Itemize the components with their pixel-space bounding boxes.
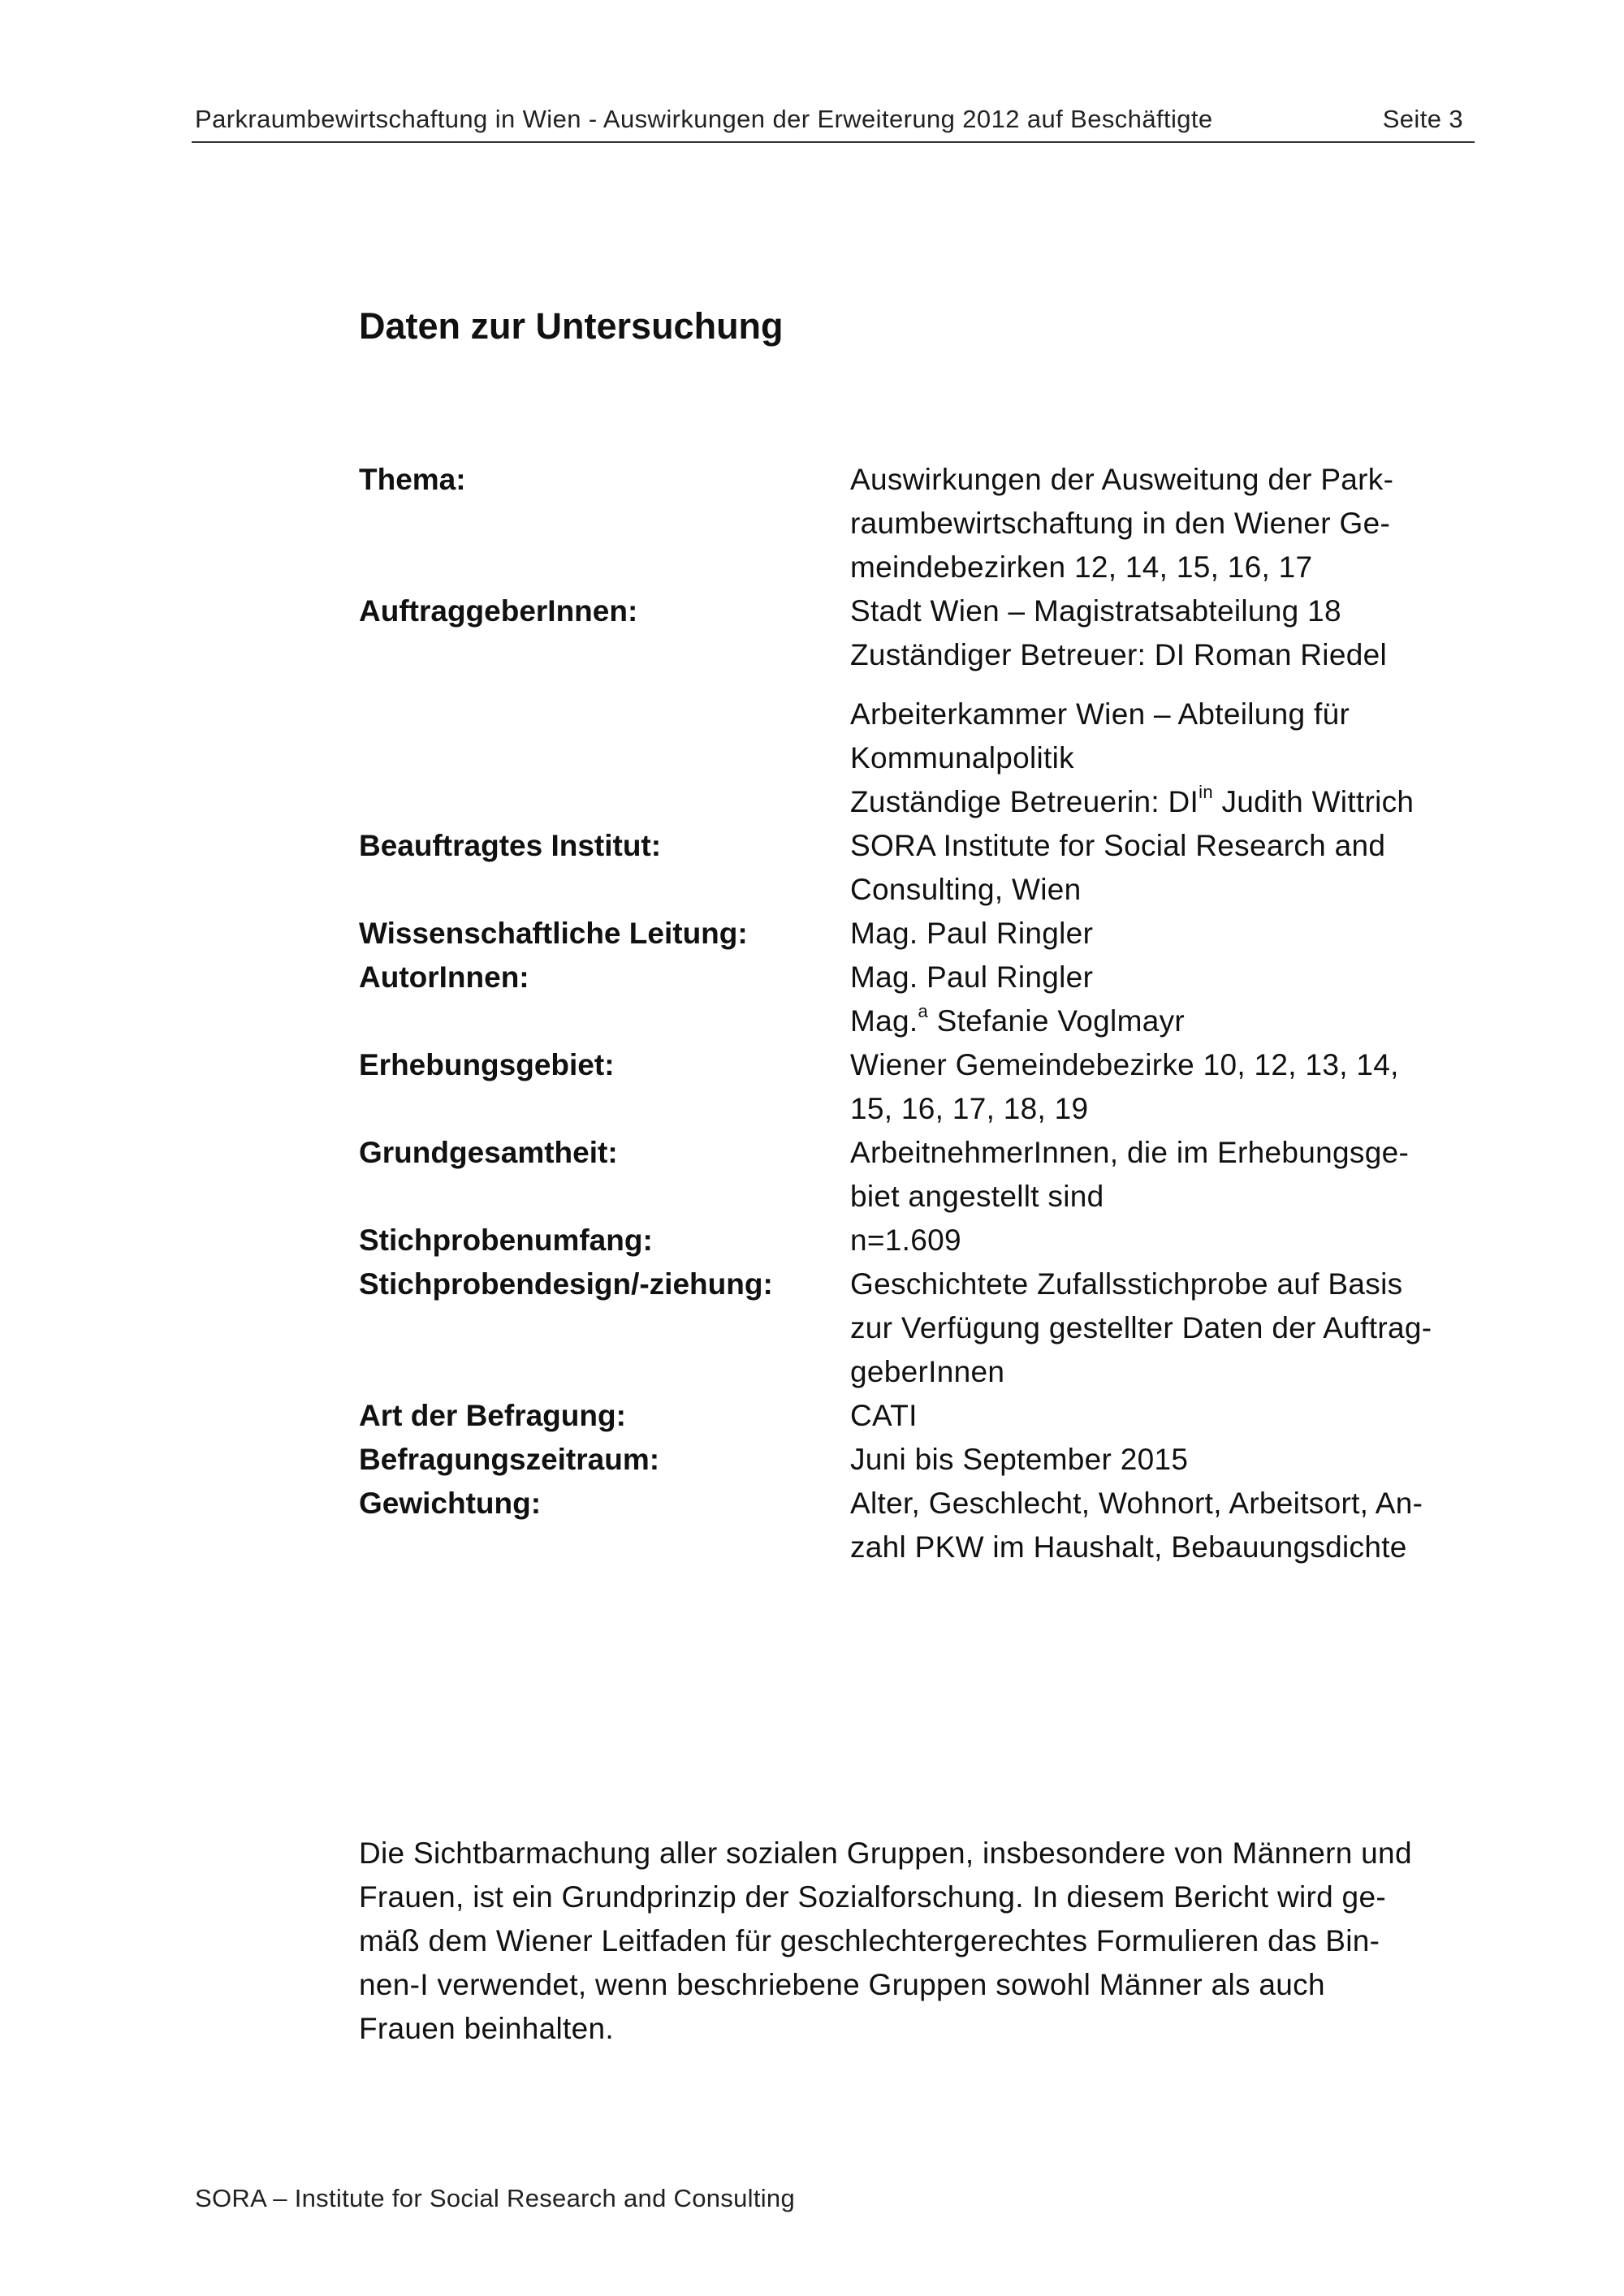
value-line: Zuständiger Betreuer: DI Roman Riedel bbox=[850, 638, 1387, 671]
info-value bbox=[850, 589, 1467, 824]
paragraph-line: nen-I verwendet, wenn beschriebene Gruppen sowohl Männer als auch bbox=[359, 1968, 1325, 2001]
info-value bbox=[850, 1482, 1467, 1569]
info-row-stichprobenumfang bbox=[359, 1219, 1479, 1262]
info-row-grundgesamtheit bbox=[359, 1131, 1479, 1219]
value-line: Mag. Paul Ringler bbox=[850, 960, 1094, 994]
value-line: Mag. Paul Ringler bbox=[850, 917, 1094, 950]
info-value bbox=[850, 824, 1467, 912]
value-line bbox=[850, 780, 1467, 824]
gender-language-note bbox=[359, 1832, 1479, 2051]
value-line bbox=[850, 999, 1467, 1043]
superscript: a bbox=[918, 1000, 929, 1021]
info-label: Art der Befragung: bbox=[359, 1399, 626, 1432]
value-text: Stefanie Voglmayr bbox=[936, 1004, 1185, 1038]
info-label: Gewichtung: bbox=[359, 1487, 542, 1520]
paragraph-line: Frauen, ist ein Grundprinzip der Sozialforschung. In diesem Bericht wird ge- bbox=[359, 1880, 1386, 1914]
info-value bbox=[850, 1262, 1467, 1394]
superscript: in bbox=[1199, 781, 1213, 802]
value-text: Mag. bbox=[850, 1004, 918, 1038]
value-line: Juni bis September 2015 bbox=[850, 1443, 1189, 1476]
info-value bbox=[850, 1438, 1467, 1482]
info-row-leitung bbox=[359, 912, 1479, 956]
value-line: Arbeiterkammer Wien – Abteilung für bbox=[850, 697, 1350, 731]
info-row-erhebungsgebiet bbox=[359, 1043, 1479, 1131]
info-label: AutorInnen: bbox=[359, 960, 529, 994]
info-label: Grundgesamtheit: bbox=[359, 1136, 618, 1169]
info-label: Wissenschaftliche Leitung: bbox=[359, 917, 748, 950]
info-label: Befragungszeitraum: bbox=[359, 1443, 660, 1476]
value-line: CATI bbox=[850, 1399, 918, 1432]
info-value bbox=[850, 956, 1467, 1043]
value-line: 15, 16, 17, 18, 19 bbox=[850, 1092, 1089, 1125]
value-line: Consulting, Wien bbox=[850, 873, 1082, 906]
info-row-thema bbox=[359, 458, 1479, 589]
value-line: Kommunalpolitik bbox=[850, 741, 1074, 775]
info-row-autorinnen bbox=[359, 956, 1479, 1043]
info-value bbox=[850, 1219, 1467, 1262]
info-label: Beauftragtes Institut: bbox=[359, 829, 662, 862]
value-line: geberInnen bbox=[850, 1355, 1005, 1388]
info-row-befragungszeitraum bbox=[359, 1438, 1479, 1482]
info-label: Erhebungsgebiet: bbox=[359, 1048, 615, 1081]
info-value bbox=[850, 1394, 1467, 1438]
value-text: Zuständige Betreuerin: DI bbox=[850, 785, 1199, 818]
info-label: AuftraggeberInnen: bbox=[359, 594, 638, 628]
info-value bbox=[850, 912, 1467, 956]
value-line: raumbewirtschaftung in den Wiener Ge- bbox=[850, 507, 1391, 540]
info-label: Stichprobendesign/-ziehung: bbox=[359, 1267, 773, 1301]
running-header bbox=[192, 99, 1475, 143]
info-row-gewichtung bbox=[359, 1482, 1479, 1569]
info-row-art-der-befragung bbox=[359, 1394, 1479, 1438]
value-line: meindebezirken 12, 14, 15, 16, 17 bbox=[850, 550, 1313, 584]
value-line: Alter, Geschlecht, Wohnort, Arbeitsort, An- bbox=[850, 1487, 1423, 1520]
page-footer: SORA – Institute for Social Research and Consulting bbox=[195, 2184, 796, 2212]
info-value bbox=[850, 458, 1467, 589]
value-text: Judith Wittrich bbox=[1221, 785, 1415, 818]
page-number: Seite 3 bbox=[1382, 105, 1463, 133]
value-line: Auswirkungen der Ausweitung der Park- bbox=[850, 463, 1394, 496]
value-line: Stadt Wien – Magistratsabteilung 18 bbox=[850, 594, 1341, 628]
info-row-auftraggeber bbox=[359, 589, 1479, 824]
header-title: Parkraumbewirtschaftung in Wien - Auswirkungen der Erweiterung 2012 auf Beschäftigte bbox=[195, 105, 1213, 133]
value-line: ArbeitnehmerInnen, die im Erhebungsge- bbox=[850, 1136, 1410, 1169]
value-line: biet angestellt sind bbox=[850, 1180, 1104, 1213]
value-line: Geschichtete Zufallsstichprobe auf Basis bbox=[850, 1267, 1403, 1301]
value-line: n=1.609 bbox=[850, 1224, 961, 1257]
paragraph-line: Frauen beinhalten. bbox=[359, 2012, 614, 2045]
info-row-institut bbox=[359, 824, 1479, 912]
paragraph-line: mäß dem Wiener Leitfaden für geschlechtergerechtes Formulieren das Bin- bbox=[359, 1924, 1380, 1957]
info-label: Stichprobenumfang: bbox=[359, 1224, 653, 1257]
value-line: zur Verfügung gestellter Daten der Auftrag- bbox=[850, 1311, 1432, 1344]
info-value bbox=[850, 1043, 1467, 1131]
study-info-table bbox=[359, 458, 1479, 1569]
value-line: zahl PKW im Haushalt, Bebauungsdichte bbox=[850, 1530, 1407, 1564]
info-row-stichprobendesign bbox=[359, 1262, 1479, 1394]
page-title: Daten zur Untersuchung bbox=[359, 305, 784, 347]
info-value bbox=[850, 1131, 1467, 1219]
value-line: SORA Institute for Social Research and bbox=[850, 829, 1386, 862]
info-label: Thema: bbox=[359, 463, 466, 496]
paragraph-line: Die Sichtbarmachung aller sozialen Gruppen, insbesondere von Männern und bbox=[359, 1836, 1412, 1870]
value-line: Wiener Gemeindebezirke 10, 12, 13, 14, bbox=[850, 1048, 1399, 1081]
